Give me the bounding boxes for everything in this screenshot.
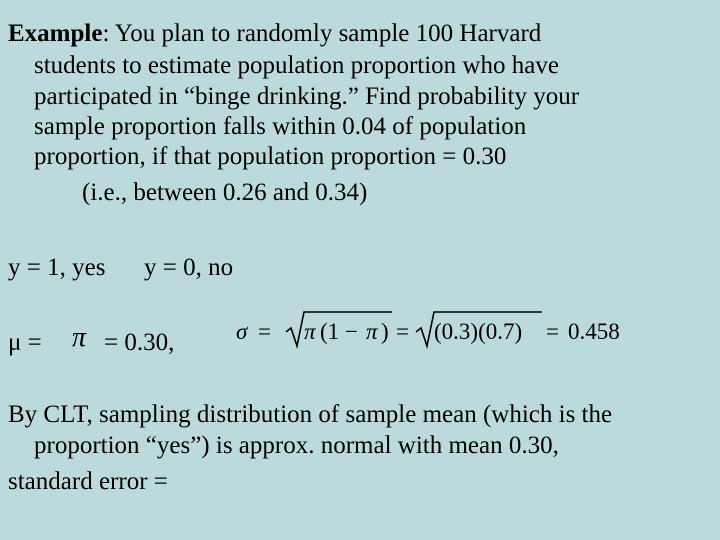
sigma-close: ) — [381, 319, 389, 344]
intro-line-1 — [8, 19, 541, 49]
sigma-one-minus: (1 − — [320, 319, 358, 344]
sigma-equation — [236, 308, 646, 354]
sigma-result: 0.458 — [568, 319, 620, 344]
sigma-equals: = — [258, 319, 271, 344]
sigma-pi-2: π — [366, 319, 378, 344]
coding-no: y = 0, no — [144, 254, 234, 281]
clt-line-1: By CLT, sampling distribution of sample mean (which is the — [8, 401, 613, 428]
intro-line-4: sample proportion falls within 0.04 of population — [34, 113, 527, 140]
intro-line-3: participated in “binge drinking.” Find probability your — [34, 83, 580, 110]
intro-line-6: (i.e., between 0.26 and 0.34) — [82, 179, 368, 206]
intro-line-1-text: : You plan to randomly sample 100 Harvard — [102, 20, 542, 47]
coding-yes: y = 1, yes — [8, 254, 106, 281]
intro-line-2: students to estimate population proportion who have — [34, 52, 559, 79]
clt-line-3: standard error = — [8, 468, 168, 495]
mean-value: = 0.30, — [104, 329, 175, 356]
mu-label: μ = — [8, 329, 42, 356]
sigma-pi: π — [304, 319, 316, 344]
intro-line-5: proportion, if that population proportion = 0.30 — [34, 143, 507, 170]
sigma-equals-2: = — [396, 319, 409, 344]
clt-line-2: proportion “yes”) is approx. normal with mean 0.30, — [34, 432, 559, 459]
example-label: Example — [8, 20, 103, 47]
sigma-symbol: σ — [236, 319, 248, 344]
sigma-equals-3: = — [546, 319, 559, 344]
sigma-terms: (0.3)(0.7) — [434, 319, 523, 344]
pi-symbol: π — [72, 322, 87, 353]
